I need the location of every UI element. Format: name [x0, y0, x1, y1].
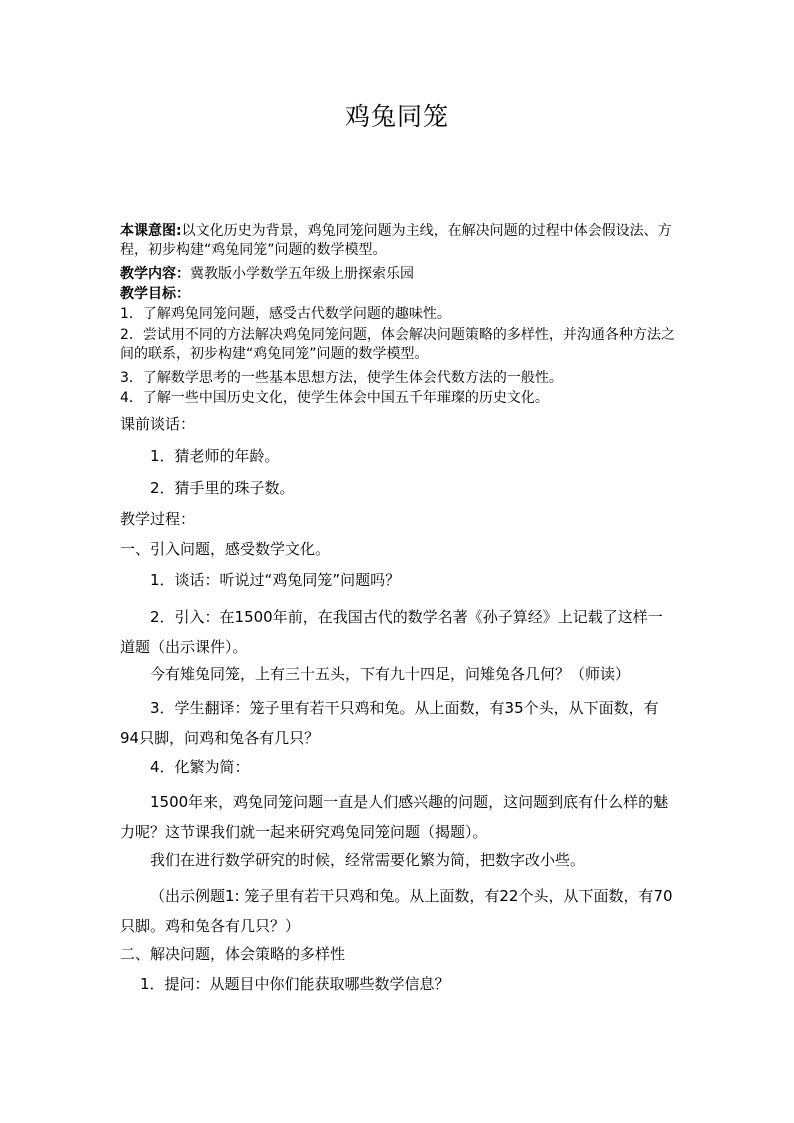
pre-talk-item-2: 2．猜手里的珠子数。 [150, 479, 295, 497]
paragraph-question: 1．提问：从题目中你们能获取哪些数学信息？ [140, 975, 450, 993]
lesson-intent-text: 以文化历史为背景，鸡兔同笼问题为主线，在解决问题的过程中体会假设法、方程，初步构建“鸡兔同笼”问题的数学模型。 [120, 223, 672, 258]
page-title: 鸡兔同笼 [344, 102, 449, 131]
paragraph-intro: 2．引入：在1500年前，在我国古代的数学名著《孙子算经》上记载了这样一道题（出示课件）。 [120, 608, 663, 656]
lesson-intent-label: 本课意图: [120, 223, 182, 239]
paragraph-method: 我们在进行数学研究的时候，经常需要化繁为简，把数字改小些。 [150, 851, 586, 869]
paragraph-example: （出示例题1: 笼子里有若干只鸡和兔。从上面数，有22个头，从下面数，有70只脚。鸡和兔各有几只？） [120, 887, 673, 935]
goal-item-4: 4．了解一些中国历史文化，使学生体会中国五千年璀璨的历史文化。 [120, 390, 549, 406]
teaching-goals-label: 教学目标： [120, 286, 190, 302]
paragraph-simplify: 4．化繁为简： [150, 758, 250, 776]
teaching-content-text: 冀教版小学数学五年级上册探索乐园 [190, 266, 414, 282]
lesson-intent [120, 222, 676, 260]
goal-item-1: 1．了解鸡兔同笼问题，感受古代数学问题的趣味性。 [120, 306, 451, 322]
teaching-process-label: 教学过程： [120, 510, 196, 528]
goal-item-2: 2．尝试用不同的方法解决鸡兔同笼问题，体会解决问题策略的多样性，并沟通各种方法之间的联系，初步构建“鸡兔同笼”问题的数学模型。 [120, 327, 675, 362]
paragraph-talk: 1．谈话：听说过“鸡兔同笼”问题吗？ [150, 571, 401, 589]
pre-talk-label: 课前谈话： [120, 415, 196, 433]
teaching-content-label: 教学内容： [120, 266, 190, 282]
pre-talk-item-1: 1．猜老师的年龄。 [150, 447, 280, 465]
paragraph-history: 1500年来，鸡兔同笼问题一直是人们感兴趣的问题，这问题到底有什么样的魅力呢？这节课我们就一起来研究鸡兔同笼问题（揭题）。 [120, 793, 669, 841]
paragraph-translation: 3．学生翻译：笼子里有若干只鸡和兔。从上面数，有35个头，从下面数，有94只脚，问鸡和兔各有几只？ [120, 699, 659, 747]
section-heading-2: 二、解决问题，体会策略的多样性 [120, 945, 346, 963]
paragraph-ancient-problem: 今有雉兔同笼，上有三十五头，下有九十四足，问雉兔各几何？（师读） [150, 665, 631, 683]
goal-item-3: 3．了解数学思考的一些基本思想方法，使学生体会代数方法的一般性。 [120, 370, 563, 386]
teaching-content [120, 265, 414, 284]
section-heading-1: 一、引入问题，感受数学文化。 [120, 540, 331, 558]
